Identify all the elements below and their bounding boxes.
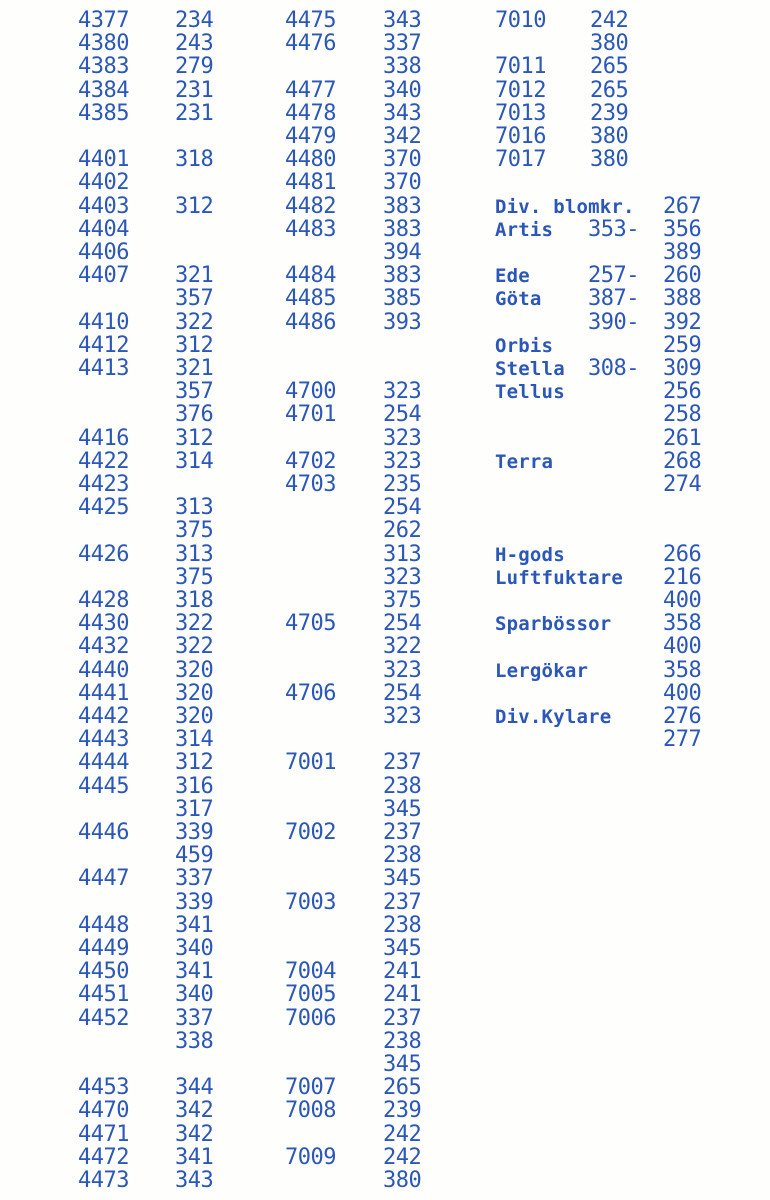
entry-page: 237 xyxy=(383,1005,422,1031)
entry-page: 313 xyxy=(383,541,422,567)
page-range-start: 387- xyxy=(588,286,639,312)
entry-code: 7005 xyxy=(285,982,336,1008)
entry-page: 383 xyxy=(383,263,422,289)
entry-code: 7002 xyxy=(285,820,336,845)
entry-code: 4423 xyxy=(78,472,129,497)
entry-page: 237 xyxy=(383,750,422,776)
entry-code: 4706 xyxy=(285,680,336,706)
entry-page: 356 xyxy=(663,216,702,242)
entry-page: 323 xyxy=(383,448,422,474)
entry-code: 4453 xyxy=(78,1075,129,1101)
entry-page: 389 xyxy=(663,240,702,265)
group-name: Lergökar xyxy=(495,659,589,682)
entry-code: 4402 xyxy=(78,170,129,196)
entry-page: 259 xyxy=(663,332,702,358)
entry-page: 312 xyxy=(175,750,214,776)
entry-page: 345 xyxy=(383,796,422,822)
entry-page: 322 xyxy=(175,309,214,335)
entry-code: 4380 xyxy=(78,31,129,57)
entry-page: 309 xyxy=(663,356,702,381)
entry-code: 7001 xyxy=(285,750,336,776)
entry-code: 4440 xyxy=(78,657,129,683)
entry-code: 4426 xyxy=(78,541,129,567)
entry-page: 254 xyxy=(383,402,422,428)
entry-page: 242 xyxy=(590,8,629,33)
entry-page: 375 xyxy=(175,564,214,590)
entry-code: 4448 xyxy=(78,912,129,938)
entry-code: 4701 xyxy=(285,402,336,428)
entry-page: 343 xyxy=(383,100,422,126)
entry-page: 312 xyxy=(175,425,214,451)
entry-page: 357 xyxy=(175,379,214,405)
entry-code: 4484 xyxy=(285,263,336,289)
group-name: Div. blomkr. xyxy=(495,195,635,218)
entry-code: 4428 xyxy=(78,588,129,613)
group-name: Terra xyxy=(495,450,554,473)
entry-page: 312 xyxy=(175,332,214,358)
entry-code: 4432 xyxy=(78,634,129,660)
entry-code: 4441 xyxy=(78,680,129,706)
entry-page: 313 xyxy=(175,495,214,521)
entry-code: 4475 xyxy=(285,8,336,33)
entry-page: 340 xyxy=(383,77,422,103)
entry-page: 321 xyxy=(175,263,214,289)
entry-page: 341 xyxy=(175,1144,214,1170)
entry-page: 279 xyxy=(175,54,214,80)
entry-page: 380 xyxy=(590,147,629,173)
entry-page: 343 xyxy=(175,1168,214,1193)
entry-code: 4483 xyxy=(285,216,336,242)
entry-page: 254 xyxy=(383,495,422,521)
entry-page: 400 xyxy=(663,680,702,706)
entry-page: 380 xyxy=(590,124,629,149)
entry-code: 4407 xyxy=(78,263,129,289)
entry-code: 4473 xyxy=(78,1168,129,1193)
entry-page: 392 xyxy=(663,309,702,335)
entry-code: 4486 xyxy=(285,309,336,335)
entry-page: 340 xyxy=(175,982,214,1008)
entry-page: 267 xyxy=(663,193,702,219)
group-name: Tellus xyxy=(495,381,565,404)
entry-page: 337 xyxy=(175,866,214,892)
entry-code: 4442 xyxy=(78,704,129,729)
entry-code: 4447 xyxy=(78,866,129,892)
entry-page: 239 xyxy=(590,100,629,126)
entry-code: 4384 xyxy=(78,77,129,103)
entry-page: 357 xyxy=(175,286,214,312)
entry-page: 337 xyxy=(383,31,422,57)
entry-page: 358 xyxy=(663,657,702,683)
entry-page: 321 xyxy=(175,356,214,381)
group-name: Göta xyxy=(495,288,542,311)
entry-page: 258 xyxy=(663,402,702,428)
entry-page: 242 xyxy=(383,1121,422,1147)
entry-page: 345 xyxy=(383,866,422,892)
entry-page: 277 xyxy=(663,727,702,753)
entry-code: 4401 xyxy=(78,147,129,173)
entry-code: 4446 xyxy=(78,820,129,845)
entry-page: 235 xyxy=(383,472,422,497)
entry-page: 400 xyxy=(663,588,702,613)
entry-code: 4470 xyxy=(78,1098,129,1124)
entry-page: 323 xyxy=(383,657,422,683)
group-name: Ede xyxy=(495,265,530,288)
entry-page: 383 xyxy=(383,216,422,242)
entry-page: 238 xyxy=(383,1028,422,1054)
entry-code: 4377 xyxy=(78,8,129,33)
entry-page: 316 xyxy=(175,773,214,799)
entry-page: 385 xyxy=(383,286,422,312)
entry-code: 4485 xyxy=(285,286,336,312)
entry-code: 4480 xyxy=(285,147,336,173)
entry-page: 342 xyxy=(175,1098,214,1124)
entry-code: 7003 xyxy=(285,889,336,915)
entry-page: 254 xyxy=(383,611,422,637)
entry-page: 394 xyxy=(383,240,422,265)
entry-page: 341 xyxy=(175,959,214,985)
entry-page: 231 xyxy=(175,100,214,126)
entry-page: 276 xyxy=(663,704,702,729)
entry-code: 4481 xyxy=(285,170,336,196)
entry-page: 237 xyxy=(383,889,422,915)
entry-page: 238 xyxy=(383,773,422,799)
entry-page: 241 xyxy=(383,982,422,1008)
entry-page: 318 xyxy=(175,588,214,613)
entry-page: 322 xyxy=(383,634,422,660)
entry-code: 4472 xyxy=(78,1144,129,1170)
entry-page: 370 xyxy=(383,170,422,196)
group-name: Sparbössor xyxy=(495,613,612,636)
entry-page: 459 xyxy=(175,843,214,869)
entry-page: 243 xyxy=(175,31,214,57)
entry-page: 266 xyxy=(663,541,702,567)
page-range-start: 390- xyxy=(588,309,639,335)
entry-page: 265 xyxy=(590,54,629,80)
entry-code: 4403 xyxy=(78,193,129,219)
entry-page: 320 xyxy=(175,657,214,683)
group-name: Stella xyxy=(495,358,565,380)
group-name: Div.Kylare xyxy=(495,706,612,728)
entry-page: 339 xyxy=(175,820,214,845)
entry-page: 337 xyxy=(175,1005,214,1031)
entry-code: 7006 xyxy=(285,1005,336,1031)
entry-page: 400 xyxy=(663,634,702,660)
entry-page: 338 xyxy=(383,54,422,80)
entry-code: 4385 xyxy=(78,100,129,126)
entry-code: 4445 xyxy=(78,773,129,799)
entry-code: 4477 xyxy=(285,77,336,103)
entry-page: 318 xyxy=(175,147,214,173)
entry-code: 7016 xyxy=(495,124,546,149)
entry-code: 4430 xyxy=(78,611,129,637)
entry-page: 322 xyxy=(175,611,214,637)
page-range-start: 308- xyxy=(588,356,639,381)
entry-code: 4700 xyxy=(285,379,336,405)
entry-code: 4412 xyxy=(78,332,129,358)
entry-code: 4479 xyxy=(285,124,336,149)
entry-code: 4410 xyxy=(78,309,129,335)
entry-page: 340 xyxy=(175,936,214,961)
entry-page: 261 xyxy=(663,425,702,451)
entry-page: 265 xyxy=(383,1075,422,1101)
entry-code: 4425 xyxy=(78,495,129,521)
entry-page: 234 xyxy=(175,8,214,33)
entry-page: 239 xyxy=(383,1098,422,1124)
entry-code: 7004 xyxy=(285,959,336,985)
entry-code: 4703 xyxy=(285,472,336,497)
entry-page: 358 xyxy=(663,611,702,637)
entry-page: 314 xyxy=(175,448,214,474)
entry-code: 4450 xyxy=(78,959,129,985)
entry-page: 242 xyxy=(383,1144,422,1170)
entry-page: 339 xyxy=(175,889,214,915)
entry-code: 4471 xyxy=(78,1121,129,1147)
entry-page: 375 xyxy=(383,588,422,613)
entry-code: 4404 xyxy=(78,216,129,242)
entry-code: 7013 xyxy=(495,100,546,126)
entry-page: 345 xyxy=(383,936,422,961)
entry-page: 342 xyxy=(383,124,422,149)
entry-page: 380 xyxy=(590,31,629,57)
entry-page: 262 xyxy=(383,518,422,544)
entry-page: 216 xyxy=(663,564,702,590)
entry-code: 4451 xyxy=(78,982,129,1008)
entry-code: 7011 xyxy=(495,54,546,80)
group-name: Artis xyxy=(495,218,554,241)
entry-page: 375 xyxy=(175,518,214,544)
entry-code: 4444 xyxy=(78,750,129,776)
entry-page: 265 xyxy=(590,77,629,103)
entry-code: 4476 xyxy=(285,31,336,57)
entry-page: 344 xyxy=(175,1075,214,1101)
entry-page: 393 xyxy=(383,309,422,335)
entry-page: 314 xyxy=(175,727,214,753)
entry-page: 380 xyxy=(383,1168,422,1193)
entry-code: 7017 xyxy=(495,147,546,173)
entry-page: 345 xyxy=(383,1052,422,1077)
page-range-start: 353- xyxy=(588,216,639,242)
entry-code: 4452 xyxy=(78,1005,129,1031)
entry-page: 313 xyxy=(175,541,214,567)
group-name: H-gods xyxy=(495,543,565,566)
entry-page: 343 xyxy=(383,8,422,33)
page-range-start: 257- xyxy=(588,263,639,289)
entry-page: 320 xyxy=(175,680,214,706)
entry-code: 4702 xyxy=(285,448,336,474)
entry-code: 7008 xyxy=(285,1098,336,1124)
entry-code: 7009 xyxy=(285,1144,336,1170)
entry-page: 317 xyxy=(175,796,214,822)
entry-page: 338 xyxy=(175,1028,214,1054)
group-name: Luftfuktare xyxy=(495,566,624,589)
entry-code: 4422 xyxy=(78,448,129,474)
entry-page: 268 xyxy=(663,448,702,474)
entry-page: 237 xyxy=(383,820,422,845)
entry-page: 274 xyxy=(663,472,702,497)
entry-code: 4416 xyxy=(78,425,129,451)
group-name: Orbis xyxy=(495,334,554,357)
entry-code: 7010 xyxy=(495,8,546,33)
entry-page: 238 xyxy=(383,843,422,869)
entry-page: 323 xyxy=(383,564,422,590)
entry-code: 4443 xyxy=(78,727,129,753)
entry-page: 323 xyxy=(383,704,422,729)
entry-page: 323 xyxy=(383,425,422,451)
entry-code: 4482 xyxy=(285,193,336,219)
entry-page: 260 xyxy=(663,263,702,289)
entry-code: 7012 xyxy=(495,77,546,103)
entry-code: 4449 xyxy=(78,936,129,961)
entry-page: 254 xyxy=(383,680,422,706)
entry-page: 238 xyxy=(383,912,422,938)
entry-page: 342 xyxy=(175,1121,214,1147)
entry-page: 231 xyxy=(175,77,214,103)
entry-page: 376 xyxy=(175,402,214,428)
entry-page: 322 xyxy=(175,634,214,660)
entry-page: 388 xyxy=(663,286,702,312)
entry-code: 4413 xyxy=(78,356,129,381)
entry-page: 323 xyxy=(383,379,422,405)
entry-code: 4406 xyxy=(78,240,129,265)
entry-page: 370 xyxy=(383,147,422,173)
entry-page: 383 xyxy=(383,193,422,219)
entry-code: 7007 xyxy=(285,1075,336,1101)
entry-page: 256 xyxy=(663,379,702,405)
entry-code: 4383 xyxy=(78,54,129,80)
entry-page: 312 xyxy=(175,193,214,219)
entry-page: 241 xyxy=(383,959,422,985)
entry-code: 4478 xyxy=(285,100,336,126)
entry-page: 320 xyxy=(175,704,214,729)
entry-code: 4705 xyxy=(285,611,336,637)
entry-page: 341 xyxy=(175,912,214,938)
